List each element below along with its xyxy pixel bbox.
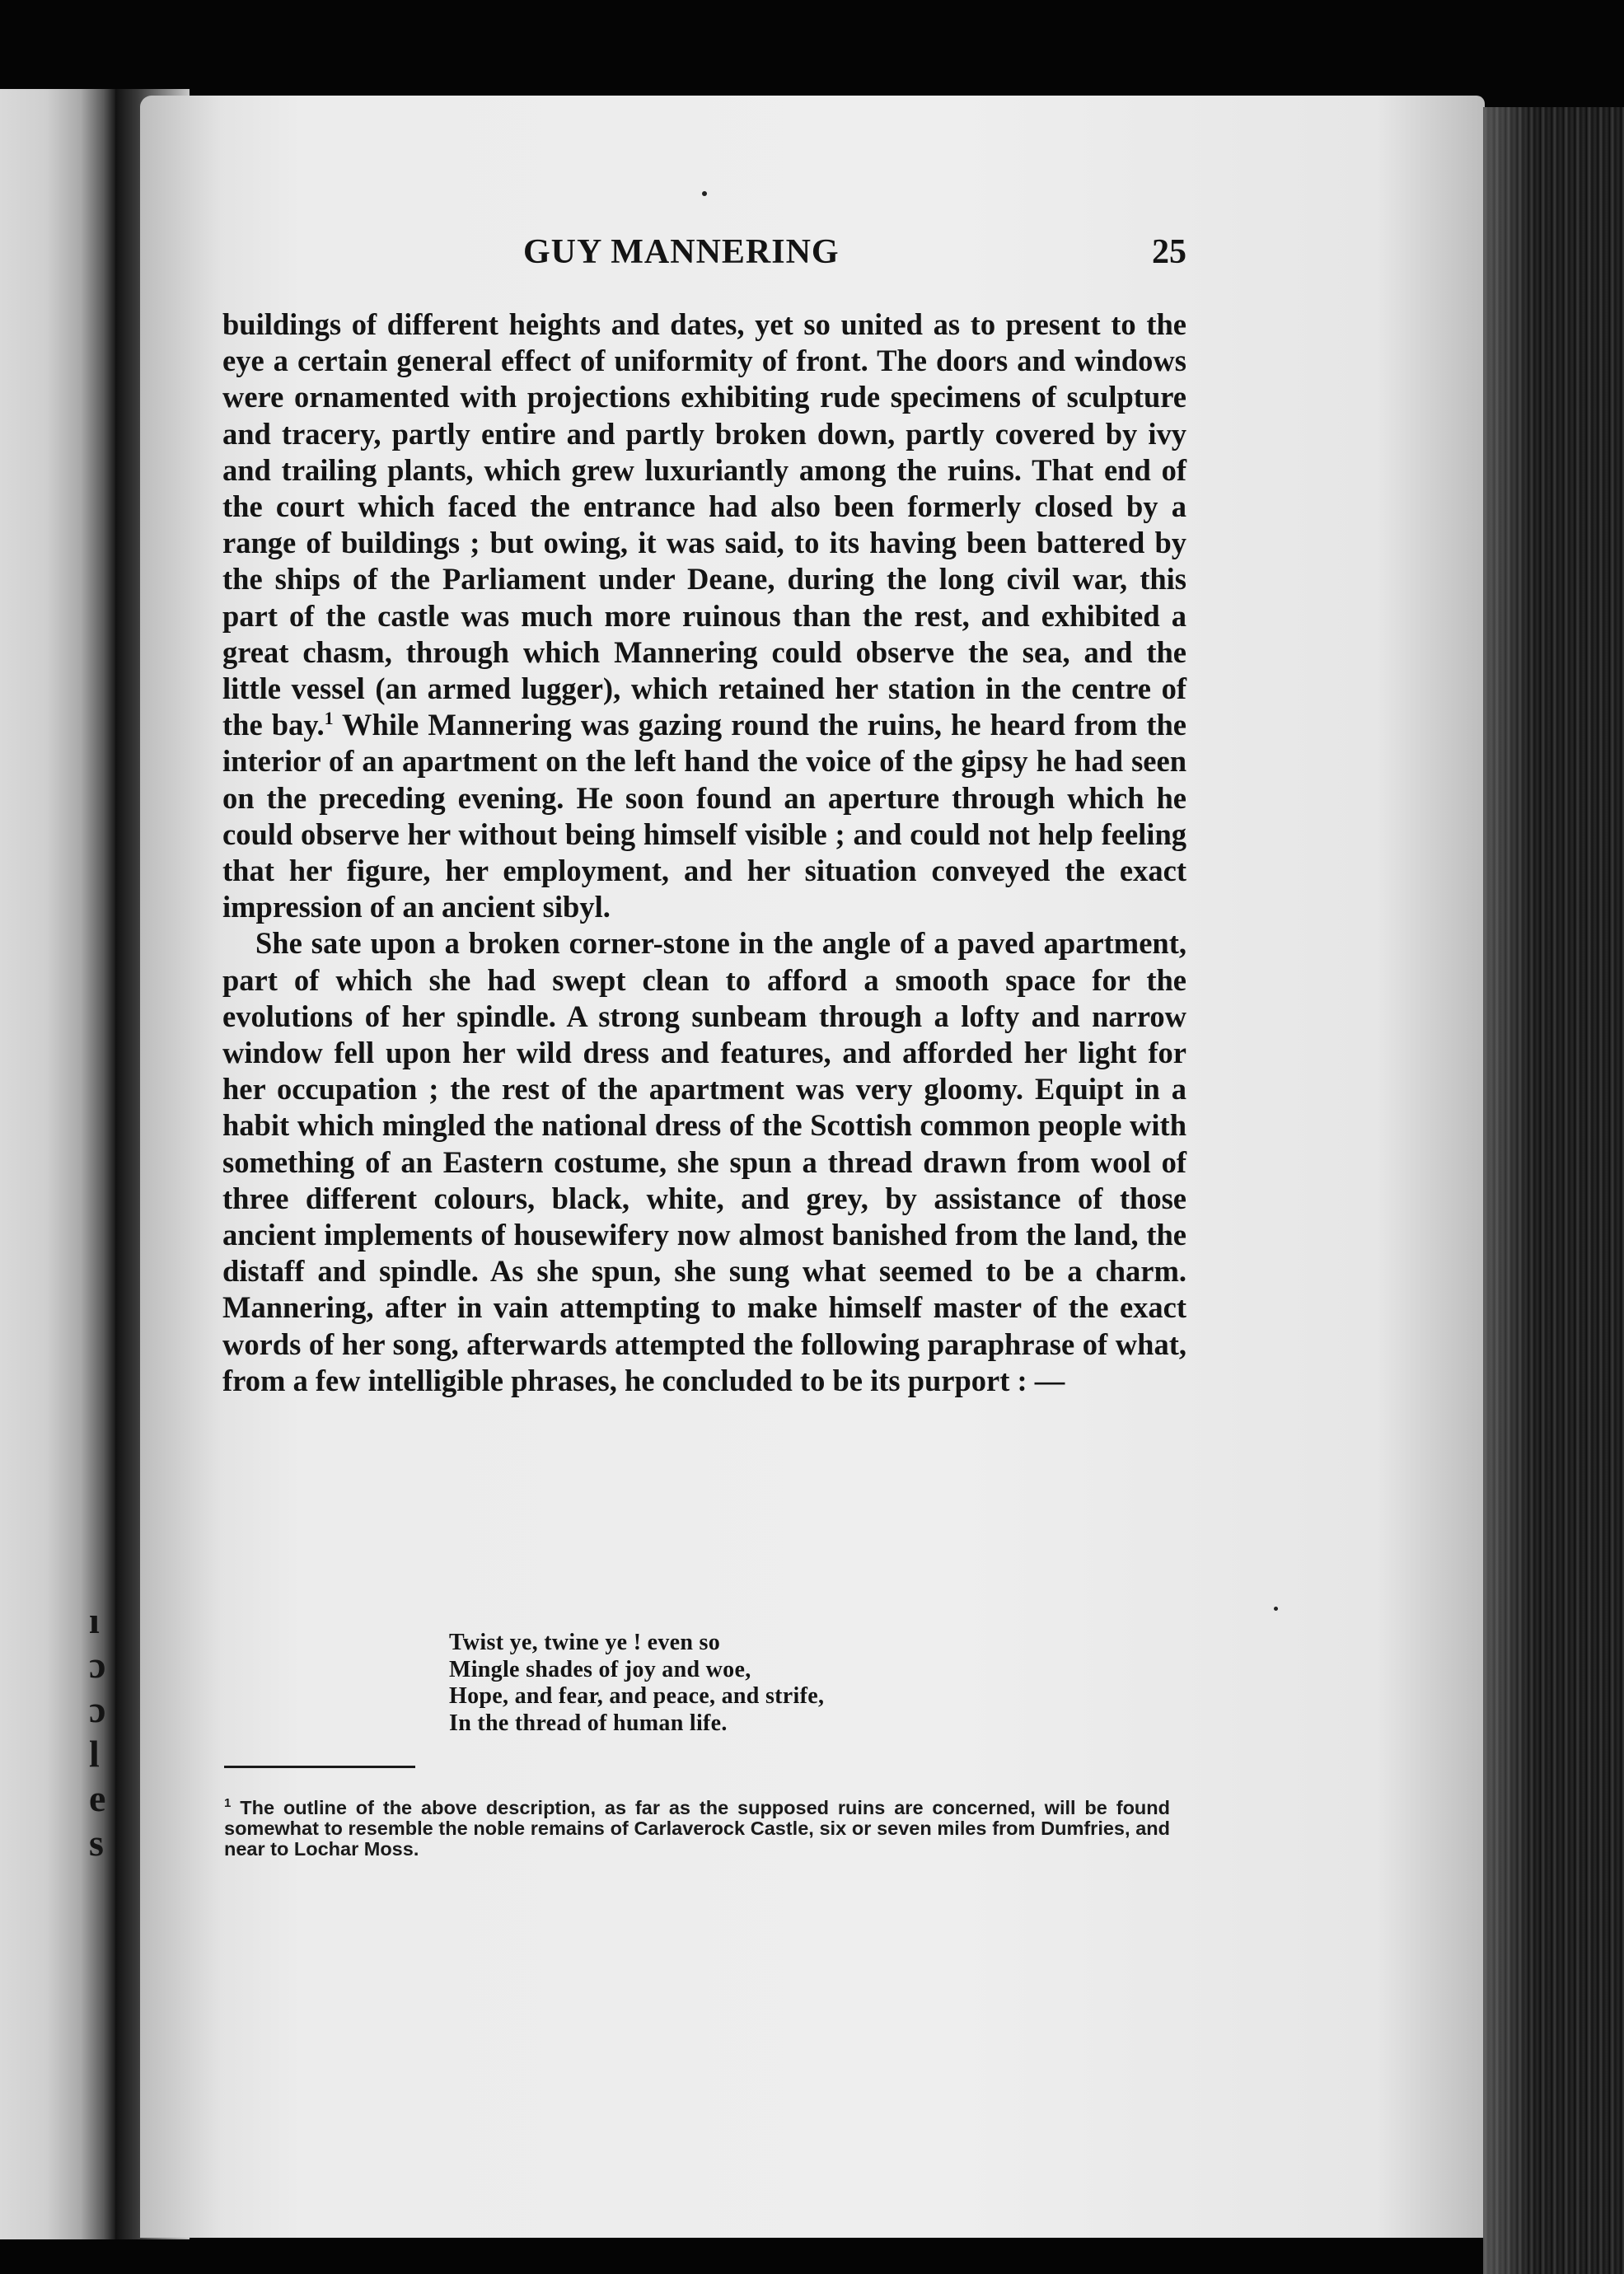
paragraph-text: While Mannering was gazing round the ruins, he heard from the interior of an apartment on the left hand the voice of the gipsy he had seen on the preceding evening. He soon found an aperture through which he could observe her without being himself visible ; and could not help feeling that her figure, her employment, and her situation conveyed the exact impression of an ancient sibyl. bbox=[222, 708, 1186, 924]
body-paragraph bbox=[222, 306, 1186, 925]
body-paragraph bbox=[222, 925, 1186, 1399]
left-fragment: ı bbox=[89, 1599, 100, 1641]
verse-line: Twist ye, twine ye ! even so bbox=[449, 1630, 721, 1655]
footnote-rule bbox=[224, 1766, 415, 1768]
left-fragment: l bbox=[89, 1733, 100, 1775]
left-page-text-fragments bbox=[89, 1598, 114, 1865]
page-body bbox=[222, 306, 1186, 1399]
footnote-marker: 1 bbox=[224, 1796, 232, 1811]
footnote-reference: 1 bbox=[324, 708, 334, 729]
paragraph-text: buildings of different heights and dates, yet so united as to present to the eye a certain general effect of uniformity of front. The doors and windows were ornamented with projections exhibiting rude specimens of sculpture and tracery, partly entire and partly broken down, partly covered by ivy and trailing plants, which grew luxuriantly among the ruins. That end of the court which faced the entrance had also been formerly closed by a range of buildings ; but owing, it was said, to its having been battered by the ships of the Parliament under Deane, during the long civil war, this part of the castle was much more ruinous than the rest, and exhibited a great chasm, through which Mannering could observe the sea, and the little vessel (an armed lugger), which retained her station in the centre of the bay. bbox=[222, 307, 1186, 742]
dust-speck bbox=[1274, 1607, 1278, 1611]
dust-speck bbox=[702, 191, 707, 196]
verse-block bbox=[449, 1630, 824, 1737]
verse-line: In the thread of human life. bbox=[449, 1710, 728, 1736]
left-fragment: e bbox=[89, 1777, 106, 1819]
verse-line: Hope, and fear, and peace, and strife, bbox=[449, 1683, 825, 1709]
left-fragment: ɔ bbox=[89, 1644, 106, 1686]
footnote bbox=[224, 1798, 1170, 1860]
left-fragment: s bbox=[89, 1822, 104, 1864]
paragraph-text: She sate upon a broken corner-stone in the angle of a paved apartment, part of which she had swept clean to afford a smooth space for the evolutions of her spindle. A strong sunbeam through a lofty and narrow window fell upon her wild dress and features, and afforded her light for her occupation ; the rest of the apartment was very gloomy. Equipt in a habit which mingled the national dress of the Scottish common people with something of an Eastern costume, she spun a thread drawn from wool of three different colours, black, white, and grey, by assistance of those ancient implements of housewifery now almost banished from the land, the distaff and spindle. As she spun, she sung what seemed to be a charm. Mannering, after in vain attempting to make himself master of the exact words of her song, afterwards attempted the following paraphrase of what, from a few intelligible phrases, he concluded to be its purport : — bbox=[222, 926, 1186, 1397]
verse-line: Mingle shades of joy and woe, bbox=[449, 1656, 751, 1682]
footnote-text: The outline of the above description, as far as the supposed ruins are concerned, will be found somewhat to resemble the noble remains of Carlaverock Castle, six or seven miles from Dumfries, and near to Lochar Moss. bbox=[224, 1797, 1170, 1860]
page-number: 25 bbox=[1152, 233, 1186, 271]
left-fragment: ɔ bbox=[89, 1688, 106, 1730]
running-head: GUY MANNERING bbox=[523, 233, 840, 271]
left-facing-page bbox=[0, 89, 115, 2239]
page-header bbox=[222, 232, 1186, 290]
page-edge-shade bbox=[1483, 107, 1533, 2274]
